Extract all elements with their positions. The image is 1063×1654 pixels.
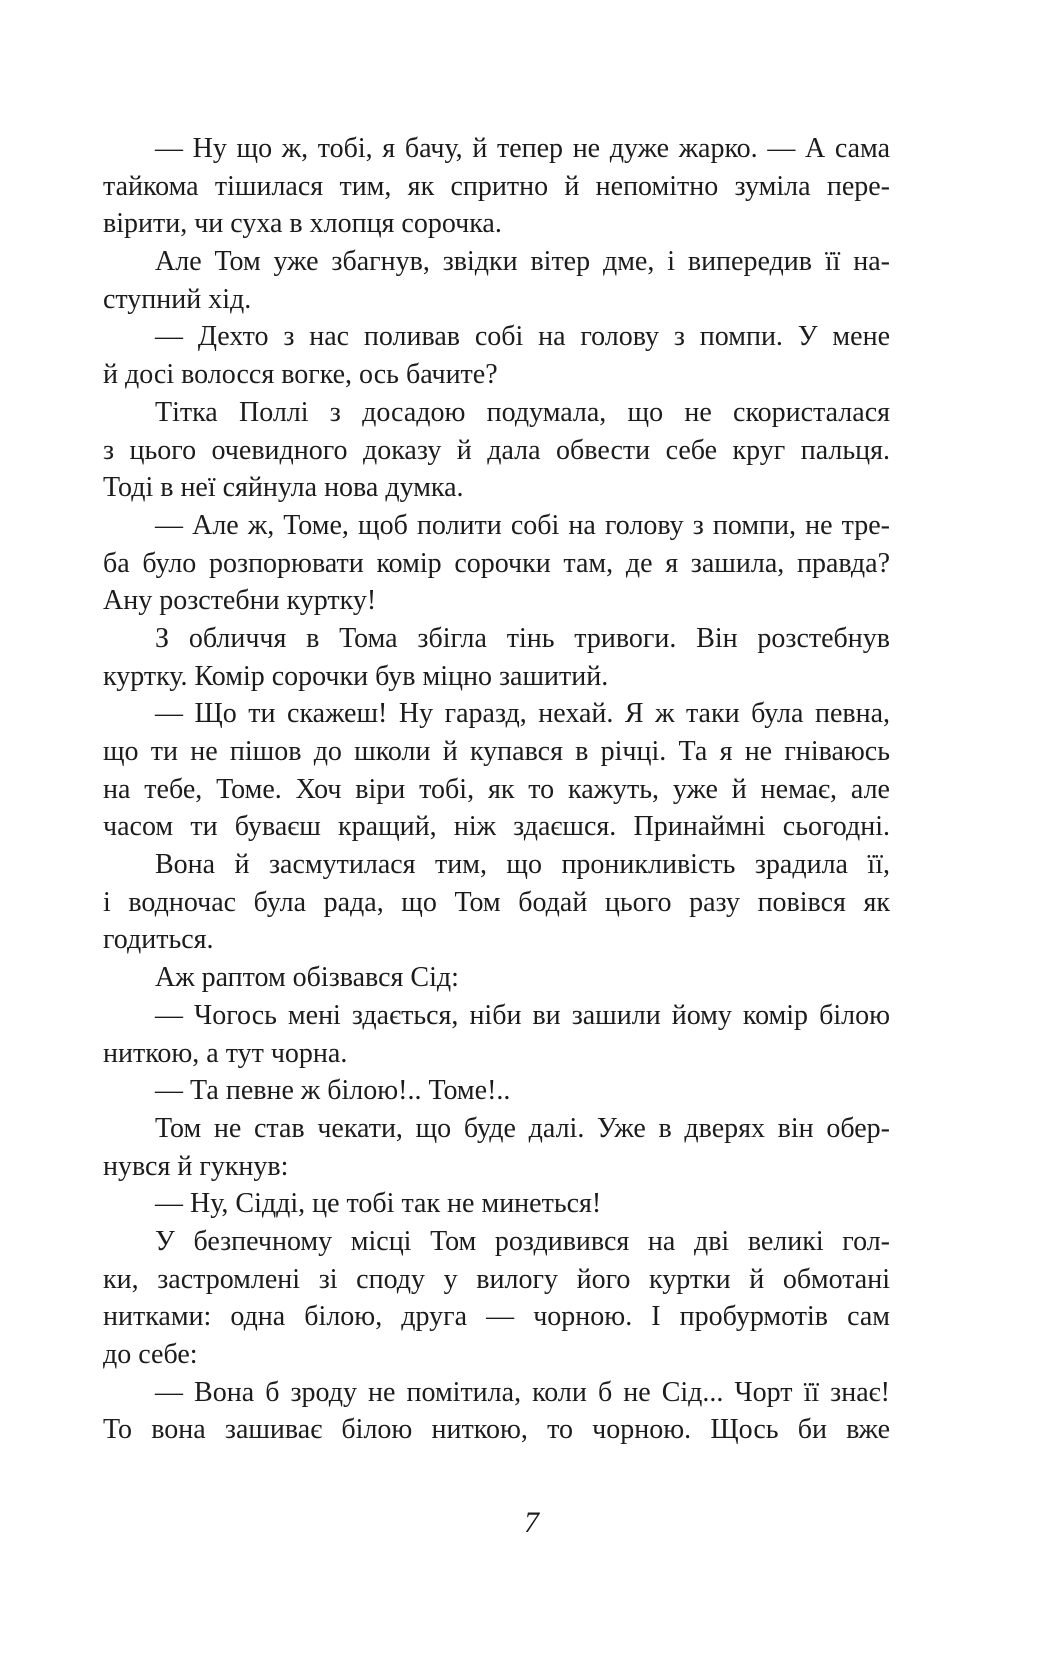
text-line: — Але ж, Томе, щоб полити собі на голову з помпи, не тре- [155, 509, 890, 541]
text-line: тайкома тішилася тим, як спритно й непомітно зуміла пере- [103, 170, 890, 202]
text-line: Тоді в неї сяйнула нова думка. [103, 472, 464, 504]
text-line: То вона зашиває білою ниткою, то чорною. Щось би вже [103, 1414, 890, 1446]
text-line: ба було розпорювати комір сорочки там, де я зашила, правда? [103, 547, 890, 579]
text-line: ки, застромлені зі споду у вилогу його куртки й обмотані [103, 1263, 890, 1295]
text-line: часом ти буваєш кращий, ніж здаєшся. Принаймні сьогодні. [103, 811, 890, 843]
text-line: з цього очевидного доказу й дала обвести себе круг пальця. [103, 434, 890, 466]
text-line: куртку. Комір сорочки був міцно зашитий. [103, 660, 609, 692]
text-line: У безпечному місці Том роздивився на дві великі гол- [155, 1225, 890, 1257]
text-line: годиться. [103, 924, 214, 956]
text-line: Аж раптом обізвався Сід: [155, 962, 459, 994]
text-line: й досі волосся вогке, ось бачите? [103, 359, 498, 391]
text-line: ниткою, а тут чорна. [103, 1037, 348, 1069]
text-line: — Вона б зроду не помітила, коли б не Сід... Чорт її знає! [155, 1376, 890, 1408]
text-line: — Та певне ж білою!.. Томе!.. [155, 1075, 511, 1107]
text-line: і водночас була рада, що Том бодай цього разу повівся як [103, 886, 890, 918]
text-line: Том не став чекати, що буде далі. Уже в дверях він обер- [155, 1112, 890, 1144]
text-line: на тебе, Томе. Хоч віри тобі, як то кажуть, уже й немає, але [103, 773, 890, 805]
text-line: З обличчя в Тома збігла тінь тривоги. Він розстебнув [155, 622, 890, 654]
text-line: — Ну, Сідді, це тобі так не минеться! [155, 1188, 602, 1220]
text-line: — Чогось мені здається, ніби ви зашили йому комір білою [155, 999, 890, 1031]
text-line: Ану розстебни куртку! [103, 585, 377, 617]
page-number: 7 [524, 1506, 539, 1539]
text-line: нитками: одна білою, друга — чорною. І пробурмотів сам [103, 1301, 890, 1333]
text-line: — Ну що ж, тобі, я бачу, й тепер не дуже жарко. — А сама [155, 133, 890, 164]
text-line: — Що ти скажеш! Ну гаразд, нехай. Я ж таки була певна, [155, 698, 890, 730]
text-line: Вона й засмутилася тим, що проникливість зрадила її, [155, 849, 890, 881]
body-text [103, 130, 890, 1449]
text-line: ступний хід. [103, 283, 252, 315]
text-line: Але Том уже збагнув, звідки вітер дме, і випередив її на- [155, 246, 890, 278]
text-line: нувся й гукнув: [103, 1150, 289, 1182]
text-line: що ти не пішов до школи й купався в річці. Та я не гніваюсь [103, 736, 890, 767]
text-line: вірити, чи суха в хлопця сорочка. [103, 208, 502, 240]
text-line: Тітка Поллі з досадою подумала, що не скористалася [155, 396, 890, 428]
text-line: до себе: [103, 1339, 198, 1370]
text-line: — Дехто з нас поливав собі на голову з помпи. У мене [155, 321, 890, 353]
